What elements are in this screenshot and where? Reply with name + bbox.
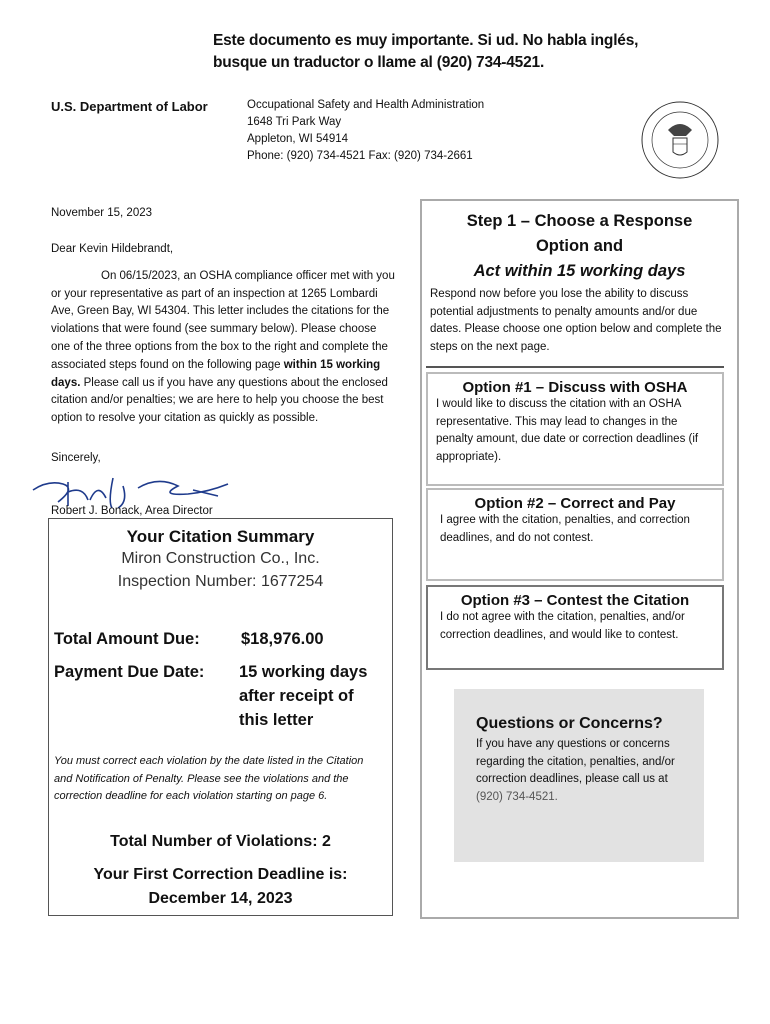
deadline-value: December 14, 2023 — [148, 890, 293, 907]
divider — [426, 366, 724, 368]
payment-due-label: Payment Due Date: — [54, 663, 205, 681]
option-text: I would like to discuss the citation with an OSHA representative. This may lead to changes in the penalty amount, due date or correction deadlines (if appropriate). — [436, 398, 699, 463]
closing: Sincerely, — [51, 452, 101, 464]
questions-title: Questions or Concerns? — [476, 715, 663, 732]
step-text: Respond now before you lose the ability to discuss potential adjustments to penalty amounts and/or due dates. Please choose one option below and complete the steps on the next page. — [430, 288, 722, 353]
agency-address — [247, 97, 484, 165]
letter-date: November 15, 2023 — [51, 207, 153, 219]
step-deadline: Act within 15 working days — [473, 262, 686, 280]
body-text: On 06/15/2023, an OSHA compliance officer met with you or your representative as part of an inspection at 1265 Lombardi Ave, Green Bay, WI 54304. This letter includes the citations for the violations that were found (see summary below). Please choose one of the three options from the box to the right and complete the associated steps found on the following page — [51, 269, 395, 371]
body-text: Please call us if you have any questions about the enclosed citation and/or penalties; we are here to help you choose the best option to resolve your citation as quickly as possible. — [51, 376, 388, 425]
questions-text — [476, 736, 682, 806]
due-line: 15 working days — [239, 663, 368, 681]
questions-box — [454, 689, 704, 862]
signer-title: Robert J. Bonack, Area Director — [51, 505, 213, 517]
address-line: Appleton, WI 54914 — [247, 133, 349, 145]
inspection-number: Inspection Number: 1677254 — [117, 573, 324, 590]
questions-body: If you have any questions or concerns regarding the citation, penalties, and/or correction deadlines, please call us at — [476, 738, 675, 785]
dol-seal-icon — [640, 100, 720, 180]
total-amount-label: Total Amount Due: — [54, 630, 200, 648]
summary-title: Your Citation Summary — [126, 527, 315, 546]
letter-paragraph — [51, 268, 395, 428]
step-title-line: Option and — [535, 237, 624, 255]
step-title — [422, 209, 737, 284]
deadline-label: Your First Correction Deadline is: — [93, 866, 348, 883]
body-emphasis: within 15 working days. — [51, 358, 381, 389]
option-text: I do not agree with the citation, penalties, and/or correction deadlines, and would like to contest. — [440, 611, 685, 641]
payment-due-value — [239, 660, 367, 732]
step-title-line: Step 1 – Choose a Response — [466, 212, 693, 230]
due-line: this letter — [239, 711, 314, 729]
address-line: Phone: (920) 734-4521 Fax: (920) 734-2661 — [247, 150, 473, 162]
option-1-discuss[interactable] — [426, 372, 724, 486]
letter-body — [51, 241, 395, 428]
option-title: Option #1 – Discuss with OSHA — [462, 379, 688, 396]
due-line: after receipt of — [239, 687, 354, 705]
option-text: I agree with the citation, penalties, and correction deadlines, and do not contest. — [440, 514, 690, 544]
option-title: Option #2 – Correct and Pay — [474, 495, 676, 512]
salutation: Dear Kevin Hildebrandt, — [51, 243, 174, 255]
option-2-correct-pay[interactable] — [426, 488, 724, 581]
citation-summary-box — [48, 518, 393, 916]
total-amount-value: $18,976.00 — [241, 630, 324, 648]
response-options-box — [420, 199, 739, 919]
violations-count: Total Number of Violations: 2 — [110, 833, 331, 850]
spanish-line: busque un traductor o llame al (920) 734-4521. — [213, 54, 545, 71]
address-line: 1648 Tri Park Way — [247, 116, 342, 128]
spanish-notice — [213, 30, 638, 74]
agency-name: U.S. Department of Labor — [51, 99, 208, 114]
questions-phone[interactable]: (920) 734-4521. — [476, 790, 558, 803]
company-name: Miron Construction Co., Inc. — [121, 550, 320, 567]
option-title: Option #3 – Contest the Citation — [460, 592, 690, 609]
spanish-line: Este documento es muy importante. Si ud. No habla inglés, — [213, 32, 639, 49]
address-line: Occupational Safety and Health Administration — [247, 99, 485, 111]
correction-note: You must correct each violation by the date listed in the Citation and Notification of Penalty. Please see the violations and the correction deadline for each violation starting on page 6. — [54, 755, 364, 802]
option-3-contest[interactable] — [426, 585, 724, 670]
